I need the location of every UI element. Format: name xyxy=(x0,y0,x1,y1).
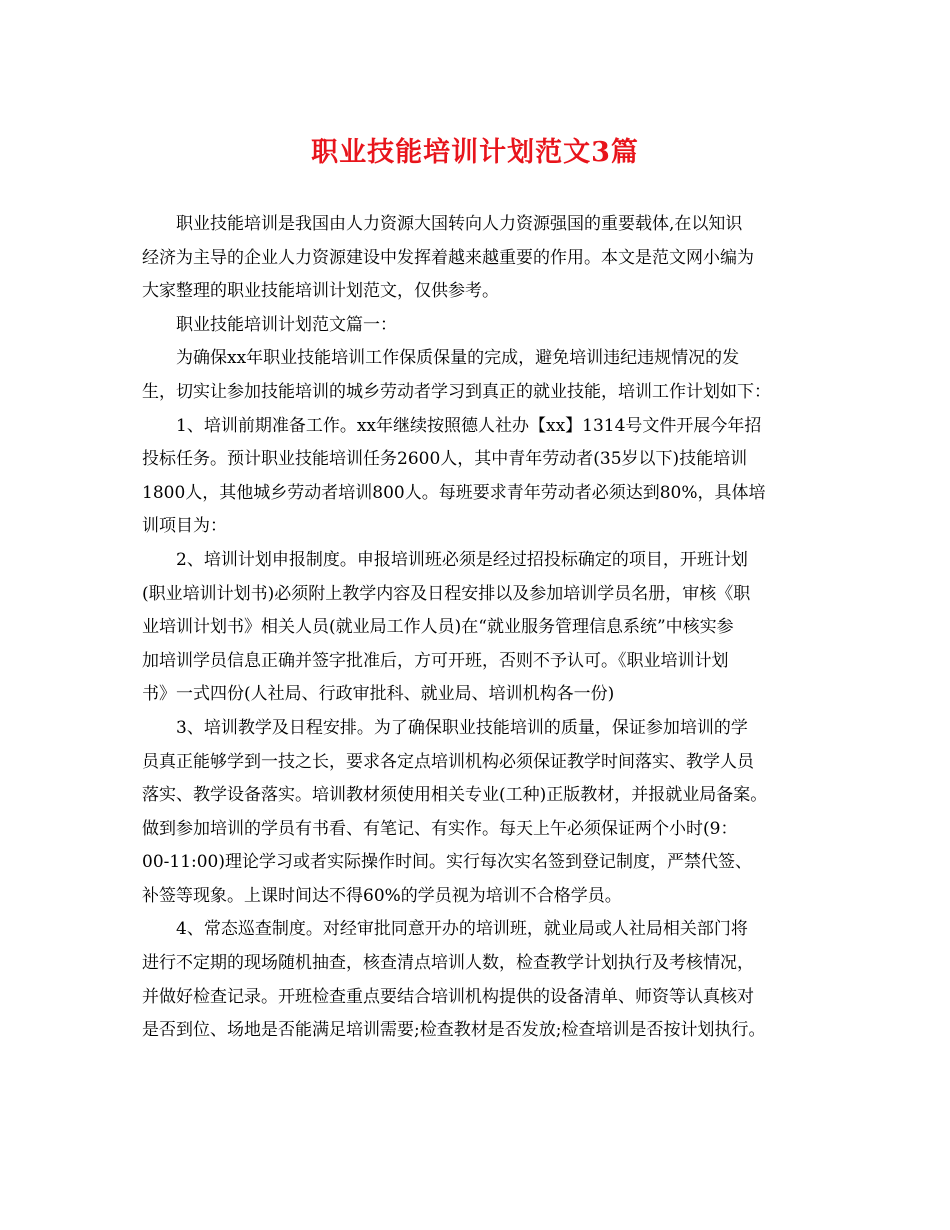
text-line: 做到参加培训的学员有书看、有笔记、有实作。每天上午必须保证两个小时(9： xyxy=(142,818,738,839)
text-line: 生，切实让参加技能培训的城乡劳动者学习到真正的就业技能，培训工作计划如下： xyxy=(142,381,771,402)
text-line: 为确保xx年职业技能培训工作保质保量的完成，避免培训违纪违规情况的发 xyxy=(176,348,740,369)
section-heading: 职业技能培训计划范文篇一： xyxy=(176,314,397,335)
document-body xyxy=(142,208,822,1048)
text-line: 1800人，其他城乡劳动者培训800人。每班要求青年劳动者必须达到80%，具体培 xyxy=(142,482,766,503)
text-line: 3、培训教学及日程安排。为了确保职业技能培训的质量，保证参加培训的学 xyxy=(176,717,748,738)
text-line: 是否到位、场地是否能满足培训需要;检查教材是否发放;检查培训是否按计划执行。 xyxy=(142,1020,766,1041)
text-line: 落实、教学设备落实。培训教材须使用相关专业(工种)正版教材，并报就业局备案。 xyxy=(142,785,768,806)
text-line: 4、常态巡查制度。对经审批同意开办的培训班，就业局或人社局相关部门将 xyxy=(176,919,748,940)
text-line: 进行不定期的现场随机抽查，核查清点培训人数，检查教学计划执行及考核情况， xyxy=(142,953,754,974)
text-line: 并做好检查记录。开班检查重点要结合培训机构提供的设备清单、师资等认真核对 xyxy=(142,986,754,1007)
text-line: 训项目为： xyxy=(142,516,227,537)
text-line: 大家整理的职业技能培训计划范文，仅供参考。 xyxy=(142,281,499,302)
text-line: (职业培训计划书)必须附上教学内容及日程安排以及参加培训学员名册，审核《职 xyxy=(142,583,751,604)
document-title: 职业技能培训计划范文3篇 xyxy=(311,137,639,168)
text-line: 1、培训前期准备工作。xx年继续按照德人社办【xx】1314号文件开展今年招 xyxy=(176,415,762,436)
text-line: 员真正能够学到一技之长，要求各定点培训机构必须保证教学时间落实、教学人员 xyxy=(142,751,754,772)
text-line: 2、培训计划申报制度。申报培训班必须是经过招投标确定的项目，开班计划 xyxy=(176,549,748,570)
text-line: 补签等现象。上课时间达不得60%的学员视为培训不合格学员。 xyxy=(142,885,622,906)
text-line: 职业技能培训是我国由人力资源大国转向人力资源强国的重要载体,在以知识 xyxy=(176,214,743,234)
text-line: 业培训计划书》相关人员(就业局工作人员)在“就业服务管理信息系统”中核实参 xyxy=(142,617,734,638)
text-line: 加培训学员信息正确并签字批准后，方可开班，否则不予认可。《职业培训计划 xyxy=(142,650,729,671)
text-line: 00-11:00)理论学习或者实际操作时间。实行每次实名签到登记制度，严禁代签、 xyxy=(142,852,752,873)
text-line: 经济为主导的企业人力资源建设中发挥着越来越重要的作用。本文是范文网小编为 xyxy=(142,247,754,268)
text-line: 书》一式四份(人社局、行政审批科、就业局、培训机构各一份) xyxy=(142,684,615,705)
text-line: 投标任务。预计职业技能培训任务2600人，其中青年劳动者(35岁以下)技能培训 xyxy=(142,449,748,470)
